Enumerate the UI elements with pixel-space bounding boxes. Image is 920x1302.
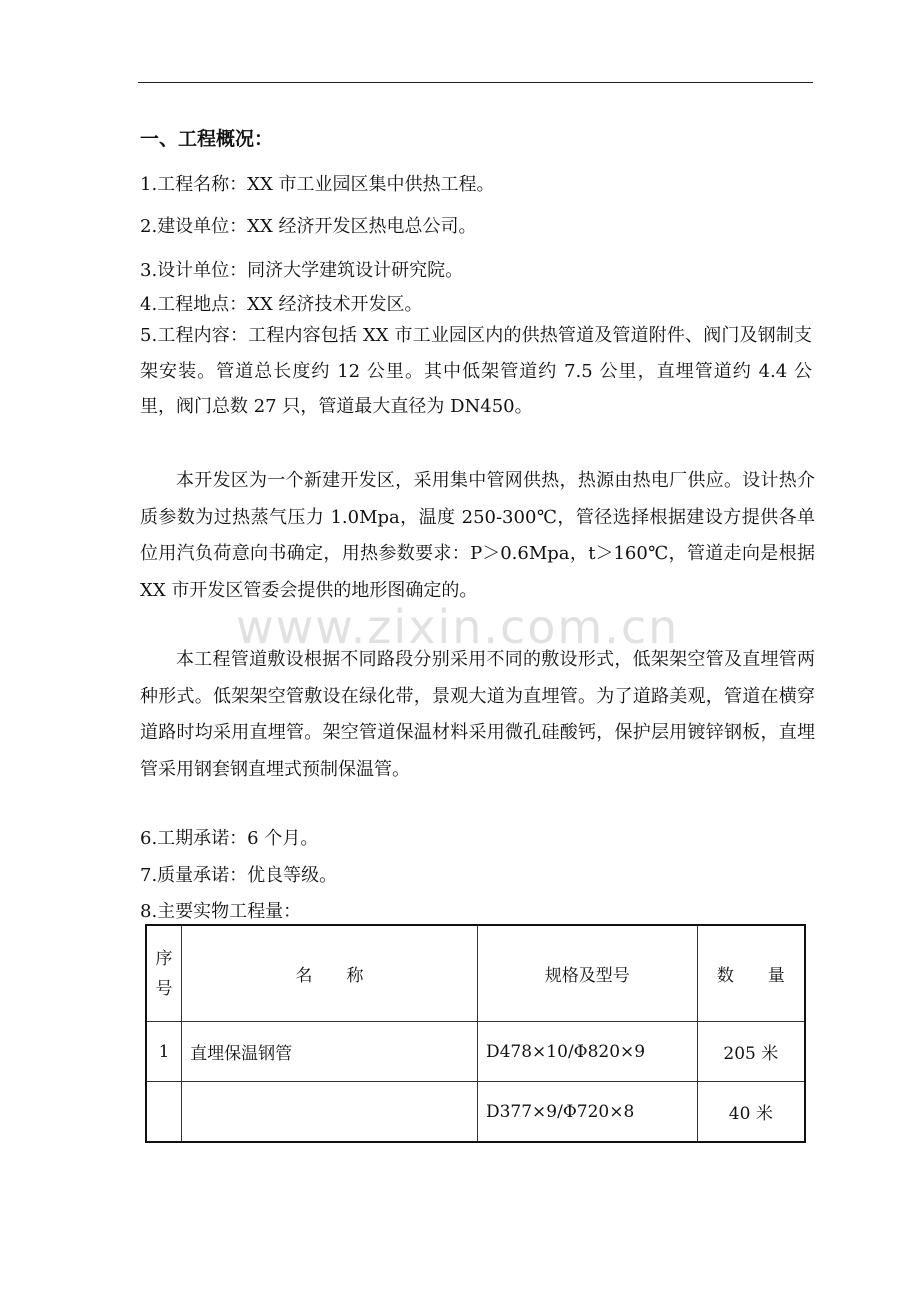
row-name: 直埋保温钢管 — [182, 1022, 478, 1082]
header-index: 序 号 — [146, 925, 182, 1022]
table-header-row — [146, 925, 805, 1022]
quantities-table — [145, 924, 806, 1143]
row-qty: 40 米 — [697, 1082, 805, 1143]
table-row — [146, 1082, 805, 1143]
header-qty: 数 量 — [697, 925, 805, 1022]
quality-line: 7.质量承诺：优良等级。 — [140, 865, 338, 886]
project-name-line: 1.工程名称：XX 市工业园区集中供热工程。 — [140, 174, 495, 195]
row-spec: D478×10/Φ820×9 — [477, 1022, 697, 1082]
row-qty: 205 米 — [697, 1022, 805, 1082]
row-name — [182, 1082, 478, 1143]
designer-line: 3.设计单位：同济大学建筑设计研究院。 — [140, 260, 464, 281]
period-line: 6.工期承诺：6 个月。 — [140, 828, 319, 849]
watermark: www.zixin.com.cn — [236, 600, 680, 654]
row-index: 1 — [146, 1022, 182, 1082]
laying-method-paragraph: 本工程管道敷设根据不同路段分别采用不同的敷设形式，低架架空管及直埋管两种形式。低架架空管敷设在绿化带，景观大道为直埋管。为了道路美观，管道在横穿道路时均采用直埋管。架空管道保温材料采用微孔硅酸钙，保护层用镀锌钢板，直埋管采用钢套钢直埋式预制保温管。 — [140, 649, 815, 780]
header-spec: 规格及型号 — [477, 925, 697, 1022]
builder-line: 2.建设单位：XX 经济开发区热电总公司。 — [140, 216, 477, 237]
header-name: 名 称 — [182, 925, 478, 1022]
row-spec: D377×9/Φ720×8 — [477, 1082, 697, 1143]
quantities-title: 8.主要实物工程量： — [140, 901, 302, 922]
table-row — [146, 1022, 805, 1082]
content-paragraph: 5.工程内容：工程内容包括 XX 市工业园区内的供热管道及管道附件、阀门及钢制支架安装。管道总长度约 12 公里。其中低架管道约 7.5 公里，直埋管道约 4.4 公里，阀门总数 27 只，管道最大直径为 DN450。 — [140, 325, 812, 417]
row-index — [146, 1082, 182, 1143]
header-rule — [138, 82, 813, 83]
heat-source-paragraph: 本开发区为一个新建开发区，采用集中管网供热，热源由热电厂供应。设计热介质参数为过热蒸气压力 1.0Mpa，温度 250-300℃，管径选择根据建设方提供各单位用汽负荷意向书确定，用热参数要求：P＞0.6Mpa，t＞160℃，管道走向是根据 XX 市开发区管委会提供的地形图确定的。 — [140, 470, 815, 601]
section-title: 一、工程概况： — [140, 128, 274, 150]
location-line: 4.工程地点：XX 经济技术开发区。 — [140, 294, 423, 315]
